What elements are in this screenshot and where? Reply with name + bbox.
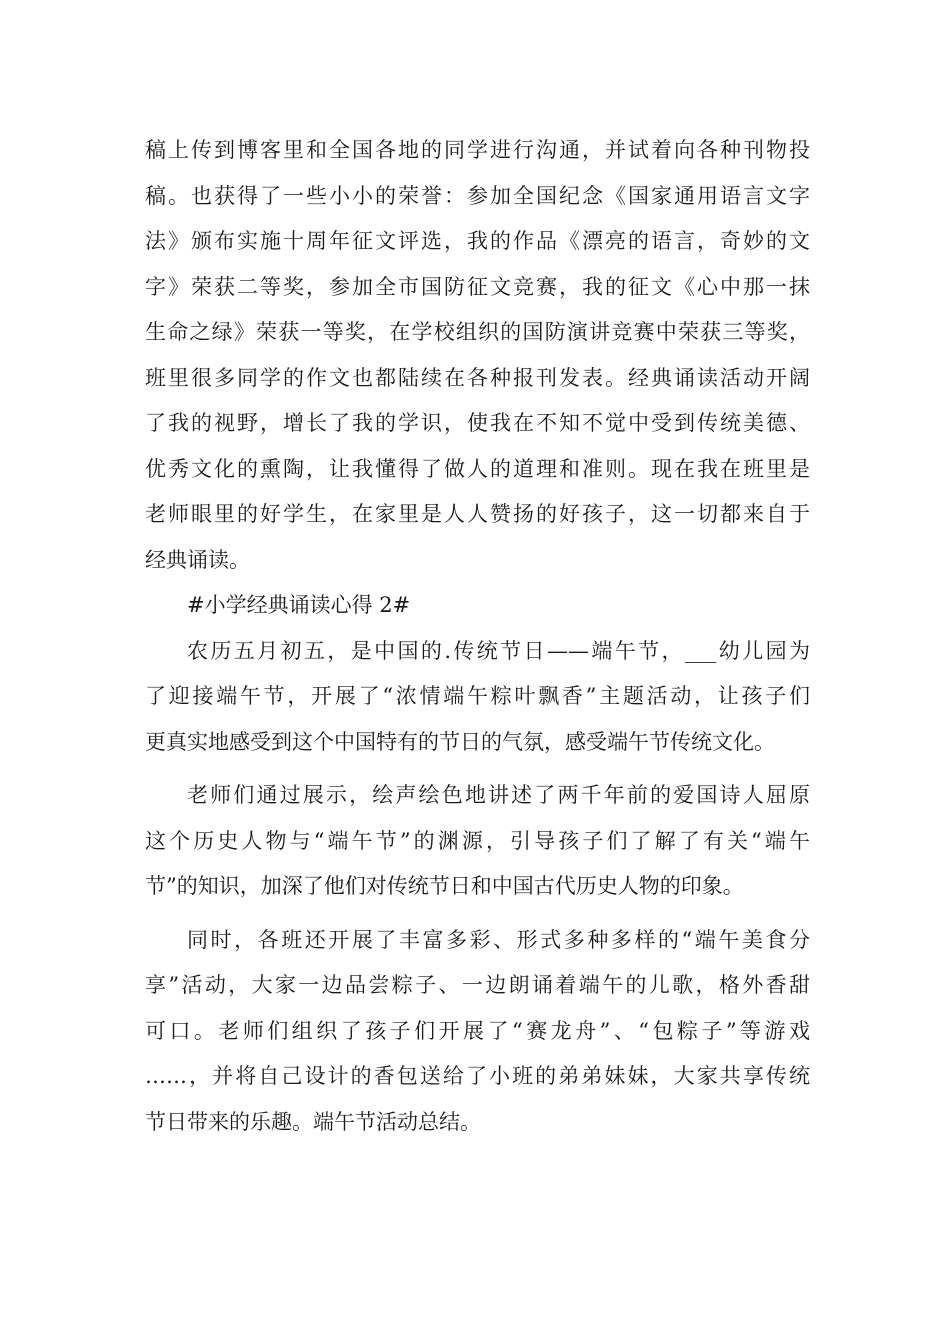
- text-line: 班里很多同学的作文也都陆续在各种报刊发表。经典诵读活动开阔: [145, 365, 810, 390]
- text-line: 农历五月初五，是中国的.传统节日——端午节，___幼儿园为: [187, 638, 810, 663]
- paragraph-food-sharing: [145, 918, 810, 1146]
- text-line: 节”的知识，加深了他们对传统节日和中国古代历史人物的印象。: [145, 874, 744, 898]
- text-line: 老师眼里的好学生，在家里是人人赞扬的好孩子，这一切都来自于: [145, 502, 810, 526]
- paragraph-spacer: [145, 910, 810, 918]
- text-line: 字》荣获二等奖，参加全市国防征文竞赛，我的征文《心中那一抹: [145, 274, 810, 299]
- text-line: 享”活动，大家一边品尝粽子、一边朗诵着端午的儿歌，格外香甜: [145, 973, 810, 997]
- text-line: 优秀文化的熏陶，让我懂得了做人的道理和准则。现在我在班里是: [145, 456, 810, 481]
- paragraph-reading-achievements: [145, 128, 810, 583]
- text-line: 更真实地感受到这个中国特有的节日的气氛，感受端午节传统文化。: [145, 729, 775, 754]
- text-line: 老师们通过展示，绘声绘色地讲述了两千年前的爱国诗人屈原: [187, 783, 810, 807]
- text-line: 了我的视野，增长了我的学识，使我在不知不觉中受到传统美德、: [145, 411, 810, 435]
- text-line: 经典诵读。: [145, 547, 250, 572]
- section-heading-block: [145, 583, 810, 629]
- document-body: [145, 128, 810, 1145]
- text-line: 节日带来的乐趣。端午节活动总结。: [145, 1109, 481, 1134]
- text-line: 稿。也获得了一些小小的荣誉：参加全国纪念《国家通用语言文字: [145, 183, 810, 208]
- paragraph-dragon-boat-intro: [145, 629, 810, 766]
- text-line: 可口。老师们组织了孩子们开展了“赛龙舟”、“包粽子”等游戏: [145, 1018, 810, 1043]
- text-line: 了迎接端午节，开展了“浓情端午粽叶飘香”主题活动，让孩子们: [145, 684, 810, 708]
- text-line: 这个历史人物与“端午节”的渊源，引导孩子们了解了有关“端午: [145, 828, 810, 853]
- text-line: 生命之绿》荣获一等奖，在学校组织的国防演讲竞赛中荣获三等奖，: [145, 320, 810, 344]
- section-heading: #小学经典诵读心得 2#: [187, 593, 411, 617]
- text-line: 稿上传到博客里和全国各地的同学进行沟通，并试着向各种刊物投: [145, 138, 810, 162]
- text-line: 同时，各班还开展了丰富多彩、形式多种多样的“端午美食分: [187, 927, 810, 952]
- text-line: ……，并将自己设计的香包送给了小班的弟弟妹妹，大家共享传统: [145, 1064, 810, 1088]
- text-line: 法》颁布实施十周年征文评选，我的作品《漂亮的语言，奇妙的文: [145, 229, 810, 253]
- paragraph-spacer: [145, 765, 810, 773]
- paragraph-qu-yuan-story: [145, 773, 810, 910]
